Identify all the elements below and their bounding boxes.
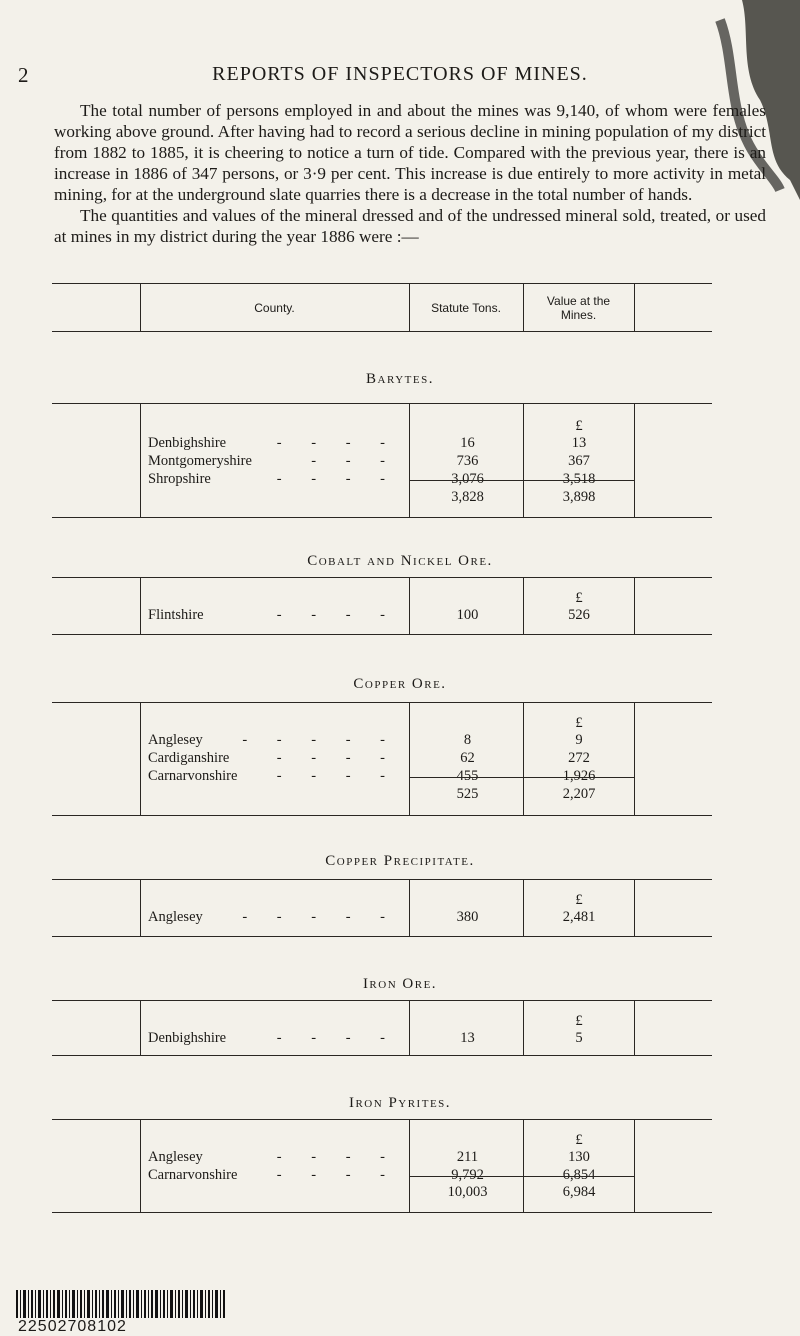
table-row: [52, 1029, 712, 1047]
paragraph: The quantities and values of the mineral dressed and of the undressed mineral sold, treated, or used at mines in my district during the year 1886 were :—: [54, 206, 766, 246]
table-row: [52, 908, 712, 926]
table-row: [52, 731, 712, 749]
table-row: [52, 1148, 712, 1166]
total-rule: [410, 777, 634, 778]
table-row: [52, 452, 712, 470]
currency-symbol: £: [575, 418, 583, 434]
table-row: [52, 434, 712, 452]
county-cell: Denbighshire - - - -: [148, 1030, 398, 1046]
total-value: 2,207: [562, 786, 596, 802]
total-value: 3,898: [562, 489, 596, 505]
total-value: 6,984: [562, 1184, 596, 1200]
total-tons: 10,003: [447, 1184, 488, 1200]
section-title: Iron Ore.: [362, 976, 438, 992]
section-table-copper-ore: [52, 702, 712, 816]
currency-symbol: £: [575, 715, 583, 731]
tons-cell: 211: [456, 1149, 479, 1165]
tons-cell: 100: [456, 607, 479, 623]
county-cell: Anglesey - - - - -: [148, 909, 398, 925]
page-number: 2: [18, 63, 29, 87]
total-tons: 3,828: [451, 489, 484, 505]
section-table-iron-pyrites: [52, 1119, 712, 1213]
currency-symbol: £: [575, 1013, 583, 1029]
table-row: [52, 1166, 712, 1184]
tons-cell: 455: [456, 768, 479, 784]
tons-cell: 16: [460, 435, 475, 451]
tons-cell: 736: [456, 453, 479, 469]
value-cell: 1,926: [562, 768, 596, 784]
value-cell: 9: [575, 732, 583, 748]
currency-symbol: £: [575, 892, 583, 908]
total-row: [52, 488, 712, 506]
total-row: [52, 785, 712, 803]
county-cell: Anglesey - - - - -: [148, 732, 398, 748]
tons-cell: 8: [463, 732, 472, 748]
table-row: [52, 470, 712, 488]
tons-cell: 62: [460, 750, 475, 766]
section-title: Cobalt and Nickel Ore.: [307, 553, 493, 569]
section-table-cobalt-nickel: [52, 577, 712, 635]
county-cell: Denbighshire - - - -: [148, 435, 398, 451]
section-table-iron-ore: [52, 1000, 712, 1056]
county-cell: Cardiganshire - - - -: [148, 750, 398, 766]
section-title: Copper Ore.: [353, 676, 447, 692]
table-row: [52, 767, 712, 785]
section-table-barytes: [52, 403, 712, 518]
county-cell: Anglesey - - - -: [148, 1149, 398, 1165]
value-cell: 5: [575, 1030, 583, 1046]
value-cell: 130: [568, 1149, 590, 1165]
currency-symbol: £: [575, 590, 583, 606]
county-cell: Carnarvonshire - - - -: [148, 1167, 398, 1183]
table-header: [52, 283, 712, 332]
tons-cell: 13: [460, 1030, 475, 1046]
tons-cell: 9,792: [451, 1167, 484, 1183]
county-cell: Carnarvonshire - - - -: [148, 768, 398, 784]
total-rule: [410, 1176, 634, 1177]
body-text: [54, 100, 766, 247]
tons-cell: 380: [456, 909, 479, 925]
section-title: Barytes.: [366, 371, 434, 387]
paragraph: The total number of persons employed in and about the mines was 9,140, of whom were females working above ground. After having had to record a serious decline in mining population of my district from 1882 to 1885, it is cheering to notice a turn of tide. Compared with the previous year, there is an increase in 1886 of 347 persons, or 3·9 per cent. This increase is due entirely to more activity in metal mining, for at the underground slate quarries there is a decrease in the total number of hands.: [54, 101, 766, 204]
county-cell: Montgomeryshire - - -: [148, 453, 398, 469]
total-row: [52, 1183, 712, 1201]
total-tons: 525: [456, 786, 479, 802]
table-row: [52, 749, 712, 767]
currency-symbol: £: [575, 1132, 583, 1148]
county-cell: Flintshire - - - -: [148, 607, 398, 623]
header-county: County.: [254, 300, 295, 315]
section-title: Copper Precipitate.: [325, 853, 475, 869]
value-cell: 367: [568, 453, 590, 469]
running-head: REPORTS OF INSPECTORS OF MINES.: [212, 63, 588, 85]
value-cell: 13: [571, 435, 587, 451]
value-cell: 526: [568, 607, 590, 623]
barcode-number: 22502708102: [18, 1318, 127, 1335]
value-cell: 2,481: [562, 909, 596, 925]
header-value: Value at the Mines.: [546, 293, 611, 322]
county-cell: Shropshire - - - -: [148, 471, 398, 487]
value-cell: 272: [568, 750, 590, 766]
value-cell: 3,518: [562, 471, 596, 487]
section-table-copper-precipitate: [52, 879, 712, 937]
column-divider: [634, 284, 635, 331]
tons-cell: 3,076: [451, 471, 484, 487]
total-rule: [410, 480, 634, 481]
table-row: [52, 606, 712, 624]
header-tons: Statute Tons.: [431, 300, 501, 315]
value-cell: 6,854: [562, 1167, 596, 1183]
section-title: Iron Pyrites.: [348, 1095, 452, 1111]
